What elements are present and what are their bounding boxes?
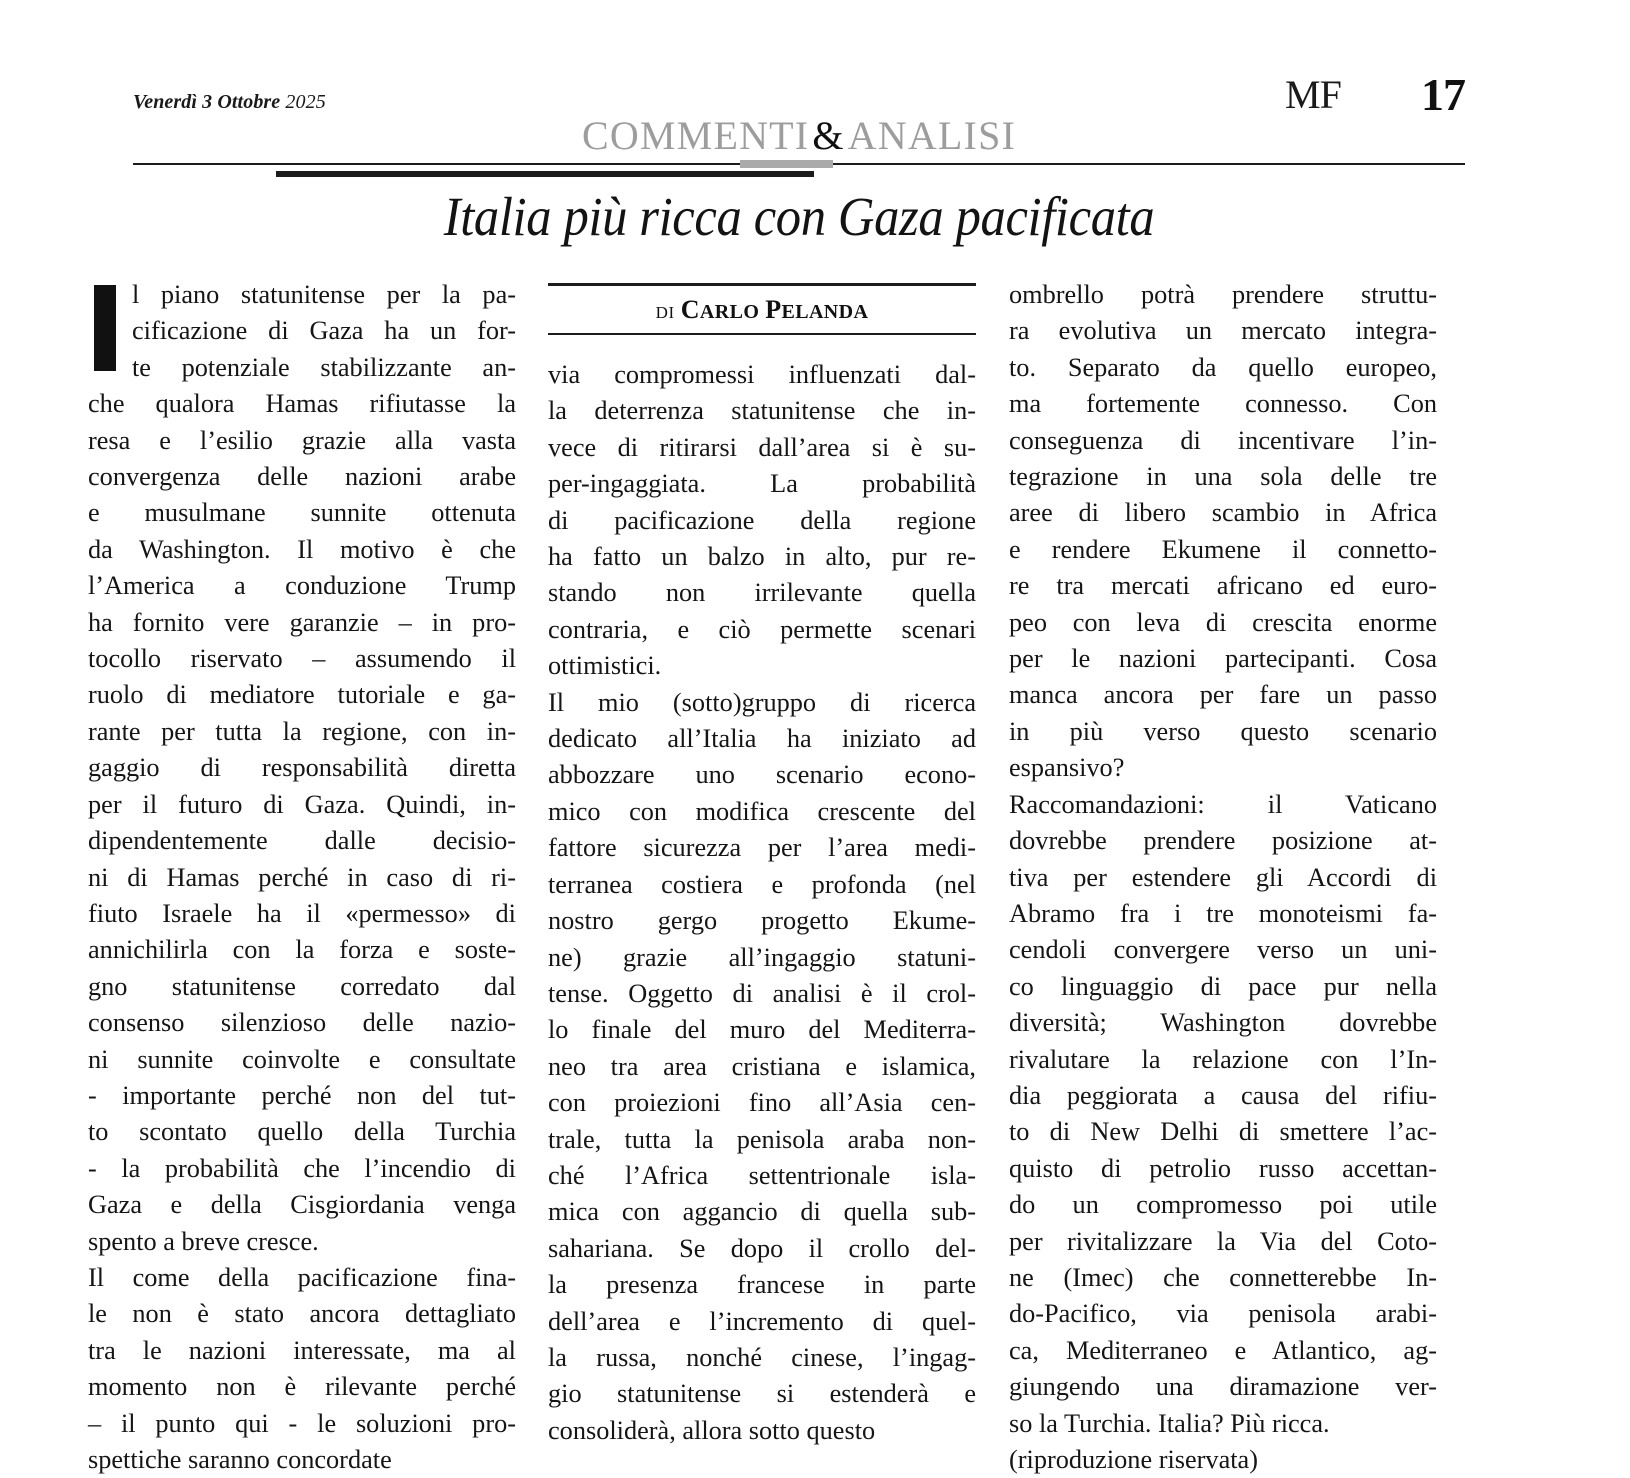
text-line: gaggio di responsabilità diretta — [88, 753, 516, 783]
text-line: cendoli convergere verso un uni- — [1009, 935, 1437, 965]
page-number: 17 — [1421, 69, 1465, 120]
text-line: so la Turchia. Italia? Più ricca. — [1009, 1408, 1330, 1438]
text-line: convergenza delle nazioni arabe — [88, 462, 516, 492]
text-line: (riproduzione riservata) — [1009, 1445, 1258, 1474]
text-line: fattore sicurezza per l’area medi- — [548, 833, 976, 863]
text-line: in più verso questo scenario — [1009, 716, 1437, 746]
text-line: e musulmane sunnite ottenuta — [88, 498, 516, 528]
text-line: diversità; Washington dovrebbe — [1009, 1008, 1437, 1038]
section-header — [133, 112, 1465, 180]
text-line: Il mio (sotto)gruppo di ricerca — [548, 687, 976, 717]
text-line: ottimistici. — [548, 651, 662, 681]
byline-last-name: ELANDA — [781, 301, 869, 323]
text-line: Il come della pacificazione fina- — [88, 1262, 516, 1292]
text-line: manca ancora per fare un passo — [1009, 680, 1437, 710]
column-2-body — [548, 357, 976, 1449]
article-byline — [548, 286, 976, 333]
text-line: peo con leva di crescita enorme — [1009, 607, 1437, 637]
byline-rule-bottom — [548, 333, 976, 335]
text-line: spettiche saranno concordate — [88, 1445, 392, 1474]
drop-cap — [94, 285, 116, 371]
section-rule-thick — [276, 171, 814, 177]
date-year: 2025 — [285, 91, 326, 113]
text-line: quisto di petrolio russo accettan- — [1009, 1153, 1437, 1183]
text-line: ra evolutiva un mercato integra- — [1009, 316, 1437, 346]
text-line: ne) grazie all’ingaggio statuni- — [548, 942, 976, 972]
text-line: con proiezioni fino all’Asia cen- — [548, 1088, 976, 1118]
byline-first-name: ARLO — [699, 301, 760, 323]
byline-first-initial: C — [680, 295, 700, 324]
text-line: sahariana. Se dopo il crollo del- — [548, 1233, 976, 1263]
text-line: to. Separato da quello europeo, — [1009, 352, 1437, 382]
text-line: ha fornito vere garanzie – in pro- — [88, 607, 516, 637]
column-1-body — [88, 277, 516, 1478]
text-line: mico con modifica crescente del — [548, 796, 976, 826]
section-ampersand: & — [812, 113, 845, 158]
text-line: ché l’Africa settentrionale isla- — [548, 1160, 976, 1190]
publication-logo: MF — [1285, 72, 1341, 117]
text-line: fiuto Israele ha il «permesso» di — [88, 898, 516, 928]
text-line: ruolo di mediatore tutoriale e ga- — [88, 680, 516, 710]
text-line: abbozzare uno scenario econo- — [548, 760, 976, 790]
text-line: – il punto qui - le soluzioni pro- — [88, 1408, 516, 1438]
text-line: l piano statunitense per la pa- — [132, 280, 516, 309]
date-weekday-day: Venerdì — [133, 91, 198, 113]
text-line: la presenza francese in parte — [548, 1270, 976, 1300]
text-line: ombrello potrà prendere struttu- — [1009, 280, 1437, 309]
section-word-two: ANALISI — [847, 113, 1017, 158]
text-line: le non è stato ancora dettagliato — [88, 1299, 516, 1329]
text-line: rivalutare la relazione con l’In- — [1009, 1044, 1437, 1074]
text-line: rante per tutta la regione, con in- — [88, 716, 516, 746]
publication-date — [133, 91, 326, 114]
text-line: mica con aggancio di quella sub- — [548, 1197, 976, 1227]
text-line: ca, Mediterraneo e Atlantico, ag- — [1009, 1335, 1437, 1365]
text-line: la russa, nonché cinese, l’ingag- — [548, 1342, 976, 1372]
text-line: do-Pacifico, via penisola arabi- — [1009, 1299, 1437, 1329]
text-line: e rendere Ekumene il connetto- — [1009, 534, 1437, 564]
text-line: per le nazioni partecipanti. Cosa — [1009, 644, 1437, 674]
text-line: tocollo riservato – assumendo il — [88, 644, 516, 674]
byline-block — [548, 283, 976, 335]
text-line: gio statunitense si estenderà e — [548, 1379, 976, 1409]
section-title — [133, 112, 1465, 159]
text-line: tegrazione in una sola delle tre — [1009, 462, 1437, 492]
text-line: consenso silenzioso delle nazio- — [88, 1008, 516, 1038]
text-line: Gaza e della Cisgiordania venga — [88, 1190, 516, 1220]
text-line: dovrebbe prendere posizione at- — [1009, 826, 1437, 856]
text-line: giungendo una diramazione ver- — [1009, 1372, 1437, 1402]
text-line: resa e l’esilio grazie alla vasta — [88, 425, 516, 455]
text-line: re tra mercati africano ed euro- — [1009, 571, 1437, 601]
text-line: annichilirla con la forza e soste- — [88, 935, 516, 965]
text-line: momento non è rilevante perché — [88, 1372, 516, 1402]
text-line: ni di Hamas perché in caso di ri- — [88, 862, 516, 892]
text-line: contraria, e ciò permette scenari — [548, 614, 976, 644]
text-line: di pacificazione della regione — [548, 505, 976, 535]
text-line: do un compromesso poi utile — [1009, 1190, 1437, 1220]
text-line: ni sunnite coinvolte e consultate — [88, 1044, 516, 1074]
text-line: ne (Imec) che connetterebbe In- — [1009, 1262, 1437, 1292]
article-column-1 — [88, 277, 516, 1478]
text-line: neo tra area cristiana e islamica, — [548, 1051, 976, 1081]
text-line: tense. Oggetto di analisi è il crol- — [548, 978, 976, 1008]
text-line: Raccomandazioni: il Vaticano — [1009, 789, 1437, 819]
text-line: tiva per estendere gli Accordi di — [1009, 862, 1437, 892]
text-line: co linguaggio di pace pur nella — [1009, 971, 1437, 1001]
text-line: che qualora Hamas rifiutasse la — [88, 389, 516, 419]
text-line: dedicato all’Italia ha iniziato ad — [548, 724, 976, 754]
text-line: lo finale del muro del Mediterra- — [548, 1015, 976, 1045]
text-line: tra le nazioni interessate, ma al — [88, 1335, 516, 1365]
text-line: stando non irrilevante quella — [548, 578, 976, 608]
date-day-month: 3 Ottobre — [202, 91, 281, 113]
text-line: to di New Delhi di smettere l’ac- — [1009, 1117, 1437, 1147]
text-line: nostro gergo progetto Ekume- — [548, 906, 976, 936]
text-line: terranea costiera e profonda (nel — [548, 869, 976, 899]
text-line: ma fortemente connesso. Con — [1009, 389, 1437, 419]
text-line: per-ingaggiata. La probabilità — [548, 469, 976, 499]
text-line: te potenziale stabilizzante an- — [132, 352, 516, 382]
text-line: aree di libero scambio in Africa — [1009, 498, 1437, 528]
text-line: per rivitalizzare la Via del Coto- — [1009, 1226, 1437, 1256]
text-line: Abramo fra i tre monoteismi fa- — [1009, 898, 1437, 928]
article-column-3 — [1009, 277, 1437, 1478]
text-line: vece di ritirarsi dall’area si è su- — [548, 432, 976, 462]
text-line: la deterrenza statunitense che in- — [548, 396, 976, 426]
column-3-body — [1009, 277, 1437, 1478]
text-line: via compromessi influenzati dal- — [548, 360, 976, 389]
text-line: da Washington. Il motivo è che — [88, 534, 516, 564]
text-line: dipendentemente dalle decisio- — [88, 826, 516, 856]
article-headline: Italia più ricca con Gaza pacificata — [443, 186, 1155, 247]
text-line: l’America a conduzione Trump — [88, 571, 516, 601]
article-column-2 — [548, 357, 976, 1449]
text-line: spento a breve cresce. — [88, 1226, 319, 1256]
text-line: conseguenza di incentivare l’in- — [1009, 425, 1437, 455]
text-line: consoliderà, allora sotto questo — [548, 1415, 876, 1445]
text-line: espansivo? — [1009, 753, 1125, 783]
text-line: dell’area e l’incremento di quel- — [548, 1306, 976, 1336]
byline-prefix: DI — [655, 303, 675, 322]
text-line: gno statunitense corredato dal — [88, 971, 516, 1001]
byline-last-initial: P — [765, 295, 782, 324]
text-line: trale, tutta la penisola araba non- — [548, 1124, 976, 1154]
text-line: to scontato quello della Turchia — [88, 1117, 516, 1147]
text-line: ha fatto un balzo in alto, pur re- — [548, 542, 976, 572]
section-word-one: COMMENTI — [581, 113, 810, 158]
text-line: per il futuro di Gaza. Quindi, in- — [88, 789, 516, 819]
text-line: - importante perché non del tut- — [88, 1080, 516, 1110]
section-rule-gray-segment — [740, 160, 833, 168]
text-line: - la probabilità che l’incendio di — [88, 1153, 516, 1183]
text-line: cificazione di Gaza ha un for- — [132, 316, 516, 346]
text-line: dia peggiorata a causa del rifiu- — [1009, 1080, 1437, 1110]
